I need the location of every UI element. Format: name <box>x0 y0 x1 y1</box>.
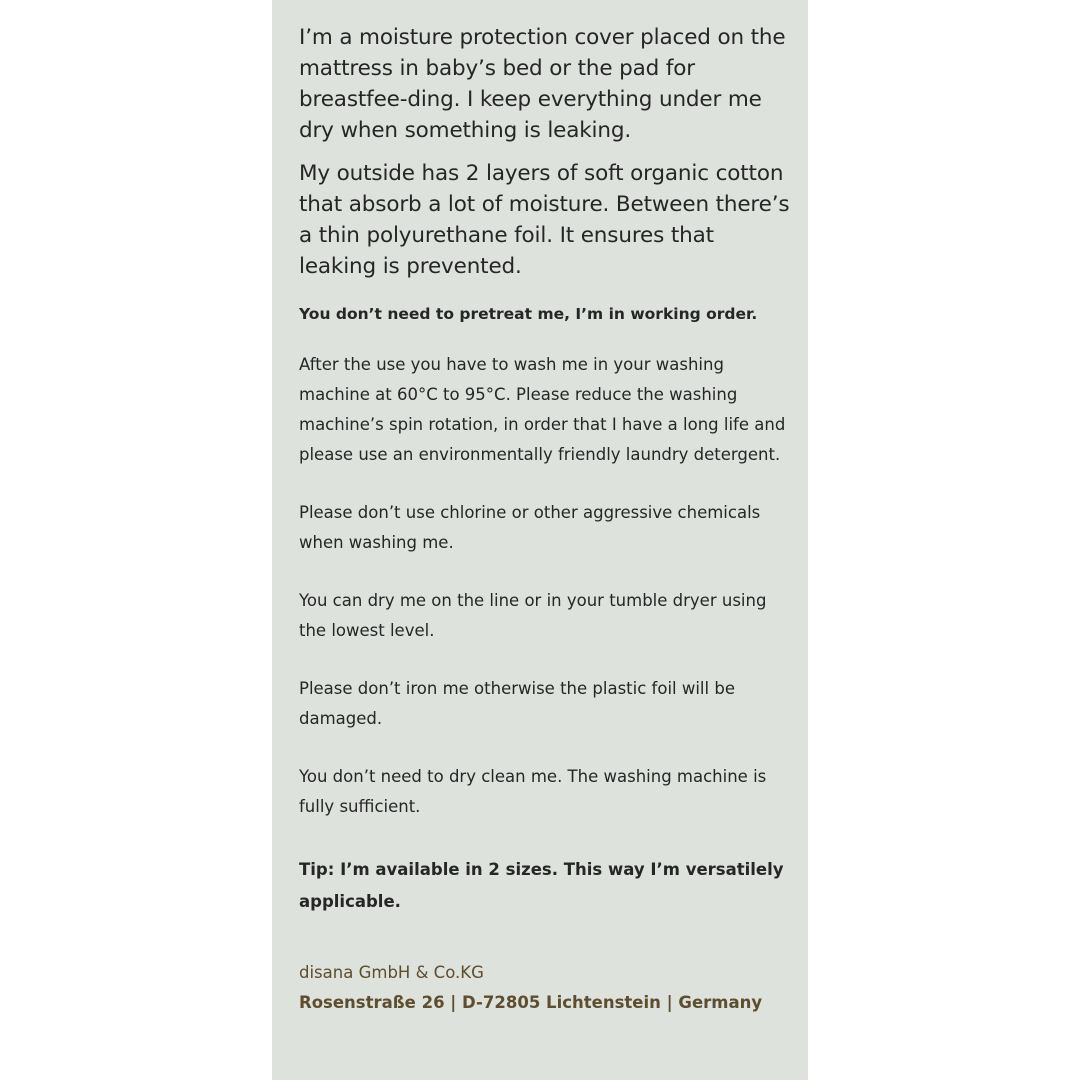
pretreat-note: You don’t need to pretreat me, I’m in working order. <box>299 305 758 323</box>
chlorine-warning: Please don’t use chlorine or other aggressive chemicals when washing me. <box>299 503 761 552</box>
dry-clean-note: You don’t need to dry clean me. The washing machine is fully sufficient. <box>299 767 767 816</box>
sizes-tip: Tip: I’m available in 2 sizes. This way I’m versatilely applicable. <box>299 860 784 911</box>
product-info-card <box>272 0 808 1080</box>
intro-paragraph-2: My outside has 2 layers of soft organic cotton that absorb a lot of moisture. Between there’s a thin polyurethane foil. It ensures that leaking is prevented. <box>299 161 790 279</box>
drying-instructions: You can dry me on the line or in your tumble dryer using the lowest level. <box>299 591 767 640</box>
intro-paragraph-1: I’m a moisture protection cover placed on the mattress in baby’s bed or the pad for breastfee-ding. I keep everything under me dry when something is leaking. <box>299 25 786 143</box>
wash-instructions: After the use you have to wash me in your washing machine at 60°C to 95°C. Please reduce the washing machine’s spin rotation, in order that I have a long life and please use an environmentally friendly laundry detergent. <box>299 355 786 464</box>
company-name: disana GmbH & Co.KG <box>299 963 484 982</box>
ironing-warning: Please don’t iron me otherwise the plastic foil will be damaged. <box>299 679 735 728</box>
company-address: Rosenstraße 26 | D-72805 Lichtenstein | Germany <box>299 993 763 1012</box>
